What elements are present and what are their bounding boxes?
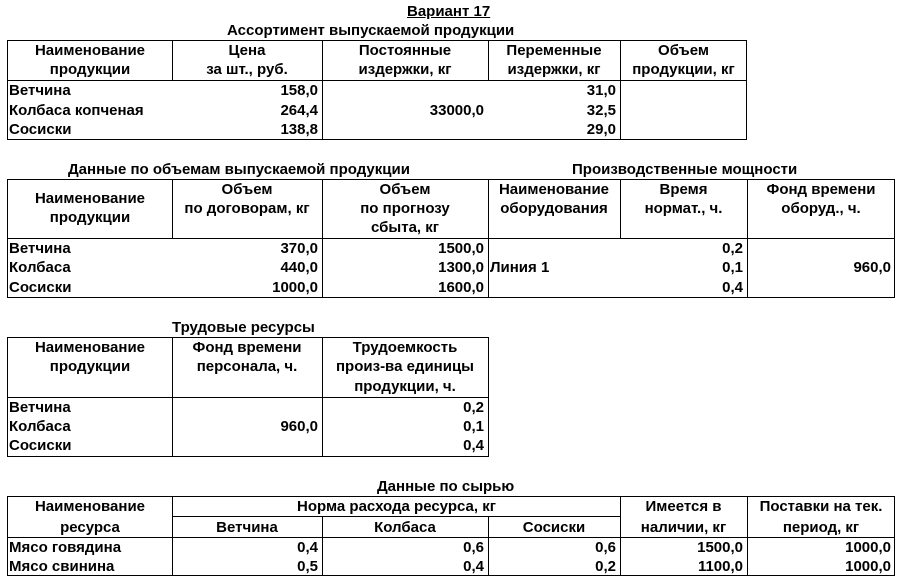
- header-resource-1: Наименование: [34, 498, 146, 515]
- header-equipment-1: Наименование: [498, 181, 610, 198]
- row-avail: 1500,0: [697, 539, 743, 556]
- labor-fund: 960,0: [280, 418, 318, 435]
- variant-title: Вариант 17: [407, 3, 491, 20]
- header-fund-2: оборуд., ч.: [781, 200, 861, 217]
- header-labor-2: произ-ва единицы: [336, 358, 474, 375]
- header-fixed-1: Постоянные: [358, 42, 452, 59]
- row-name: Колбаса: [9, 259, 71, 276]
- header-avail-1: Имеется в: [645, 498, 722, 515]
- row-v1: 0,4: [297, 539, 318, 556]
- header-fund-1: Фонд времени: [192, 339, 302, 356]
- row-price: 264,4: [280, 102, 318, 119]
- header-resource-2: ресурса: [60, 519, 120, 536]
- row-variable: 29,0: [586, 121, 616, 138]
- row-forecast: 1500,0: [438, 240, 484, 257]
- header-volume-1: Объем: [658, 42, 709, 59]
- row-supply: 1000,0: [845, 558, 891, 575]
- row-v2: 0,6: [463, 539, 484, 556]
- row-forecast: 1300,0: [438, 259, 484, 276]
- header-fixed-2: издержки, кг: [358, 61, 452, 78]
- row-avail: 1100,0: [697, 558, 743, 575]
- header-variable-2: издержки, кг: [507, 61, 601, 78]
- row-variable: 32,5: [586, 102, 616, 119]
- header-sub-ham: Ветчина: [216, 519, 278, 536]
- row-v3: 0,2: [595, 558, 616, 575]
- header-name-1: Наименование: [34, 190, 146, 207]
- row-v3: 0,6: [595, 539, 616, 556]
- header-contract-2: по договорам, кг: [184, 200, 310, 217]
- header-supply-1: Поставки на тек.: [759, 498, 883, 515]
- row-fixed: 33000,0: [429, 102, 484, 119]
- row-time: 0,1: [722, 259, 743, 276]
- header-name-2: продукции: [49, 358, 131, 375]
- header-labor-3: продукции, ч.: [354, 378, 456, 395]
- capacity-title: Производственные мощности: [572, 161, 798, 178]
- header-name-1: Наименование: [34, 42, 146, 59]
- header-time-2: нормат., ч.: [644, 200, 723, 217]
- row-contract: 440,0: [280, 259, 318, 276]
- header-equipment-2: оборудования: [500, 200, 608, 217]
- row-name: Колбаса: [9, 418, 71, 435]
- row-name: Ветчина: [9, 240, 71, 257]
- header-price-1: Цена: [228, 42, 266, 59]
- row-labor: 0,4: [463, 437, 484, 454]
- row-forecast: 1600,0: [438, 279, 484, 296]
- header-fund-2: персонала, ч.: [196, 358, 298, 375]
- header-avail-2: наличии, кг: [640, 519, 727, 536]
- equipment-name: Линия 1: [490, 259, 550, 276]
- row-contract: 1000,0: [272, 279, 318, 296]
- row-name: Сосиски: [9, 279, 72, 296]
- header-name-2: продукции: [49, 209, 131, 226]
- header-labor-1: Трудоемкость: [352, 339, 458, 356]
- row-v2: 0,4: [463, 558, 484, 575]
- row-name: Колбаса копченая: [9, 102, 144, 119]
- header-forecast-1: Объем: [379, 181, 431, 198]
- row-time: 0,2: [722, 240, 743, 257]
- row-time: 0,4: [722, 279, 743, 296]
- row-labor: 0,1: [463, 418, 484, 435]
- header-price-2: за шт., руб.: [206, 61, 288, 78]
- volumes-title: Данные по объемам выпускаемой продукции: [68, 161, 410, 178]
- labor-title: Трудовые ресурсы: [172, 319, 315, 336]
- header-name-2: продукции: [49, 61, 131, 78]
- row-price: 158,0: [280, 82, 318, 99]
- raw-title: Данные по сырью: [377, 478, 515, 495]
- row-name: Мясо говядина: [9, 539, 122, 556]
- header-contract-1: Объем: [221, 181, 273, 198]
- header-forecast-3: сбыта, кг: [371, 219, 439, 236]
- row-price: 138,8: [280, 121, 318, 138]
- header-norm: Норма расхода ресурса, кг: [297, 498, 496, 515]
- header-sub-wieners: Сосиски: [522, 519, 586, 536]
- row-labor: 0,2: [463, 399, 484, 416]
- header-forecast-2: по прогнозу: [360, 200, 450, 217]
- row-variable: 31,0: [586, 82, 616, 99]
- assortment-title: Ассортимент выпускаемой продукции: [227, 22, 515, 39]
- row-supply: 1000,0: [845, 539, 891, 556]
- header-time-1: Время: [659, 181, 708, 198]
- row-contract: 370,0: [280, 240, 318, 257]
- row-name: Сосиски: [9, 121, 72, 138]
- row-name: Мясо свинина: [9, 558, 115, 575]
- header-name-1: Наименование: [34, 339, 146, 356]
- row-name: Ветчина: [9, 82, 71, 99]
- row-name: Ветчина: [9, 399, 71, 416]
- header-fund-1: Фонд времени: [766, 181, 876, 198]
- row-v1: 0,5: [297, 558, 318, 575]
- header-volume-2: продукции, кг: [632, 61, 735, 78]
- header-supply-2: период, кг: [782, 519, 860, 536]
- equipment-fund: 960,0: [853, 259, 891, 276]
- header-sub-sausage: Колбаса: [374, 519, 436, 536]
- row-name: Сосиски: [9, 437, 72, 454]
- header-variable-1: Переменные: [506, 42, 602, 59]
